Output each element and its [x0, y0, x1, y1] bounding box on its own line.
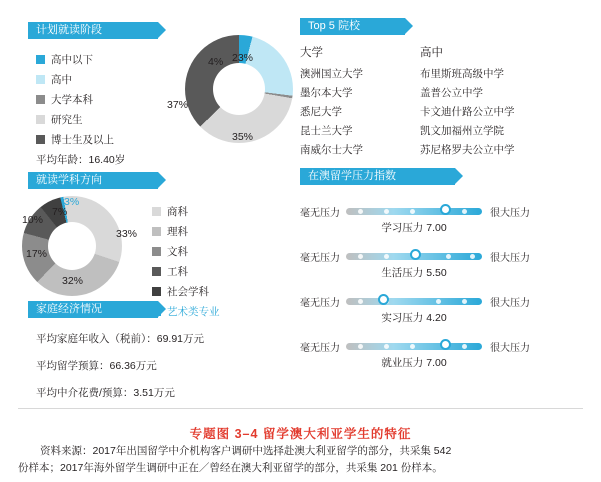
top5-table — [300, 42, 525, 159]
legend-swatch — [152, 287, 161, 296]
gauge-left-label: 毫无压力 — [300, 208, 340, 219]
table-row — [300, 140, 525, 159]
table-cell: 苏尼格罗夫公立中学 — [420, 144, 515, 156]
gauge-right-label: 很大压力 — [490, 343, 530, 354]
gauge-caption: 实习压力 4.20 — [381, 312, 447, 324]
gauge-left-label: 毫无压力 — [300, 253, 340, 264]
gauge-track[interactable] — [346, 343, 482, 350]
gauge-tick — [462, 344, 467, 349]
legend-item — [152, 284, 220, 299]
section-header-plan-stage — [28, 22, 158, 39]
family-income-line: 平均家庭年收入（税前）：69.91万元 — [36, 333, 205, 345]
legend-item — [36, 52, 114, 67]
section-header-family-label: 家庭经济情况 — [36, 303, 102, 315]
legend-label: 高中以下 — [51, 54, 93, 66]
legend-swatch — [152, 267, 161, 276]
gauge-knob[interactable] — [440, 339, 451, 350]
pie-label-10: 10% — [22, 214, 44, 226]
pie-label-33: 33% — [116, 228, 138, 240]
table-cell: 凯文加福州立学院 — [420, 125, 504, 137]
section-header-subject-label: 就读学科方向 — [36, 174, 102, 186]
legend-label: 文科 — [167, 246, 188, 258]
gauge-right-label: 很大压力 — [490, 208, 530, 219]
gauge-tick — [384, 209, 389, 214]
average-age: 平均年龄：16.40岁 — [36, 154, 126, 166]
section-header-plan-stage-label: 计划就读阶段 — [36, 24, 102, 36]
legend-swatch — [36, 135, 45, 144]
table-header-cell: 高中 — [420, 47, 443, 59]
gauge-tick — [358, 344, 363, 349]
gauge-left-label: 毫无压力 — [300, 298, 340, 309]
table-cell: 悉尼大学 — [300, 106, 342, 118]
legend-item — [152, 244, 220, 259]
gauge-tick — [410, 209, 415, 214]
source-line-2: 份样本；2017年海外留学生调研中正在／曾经在澳大利亚留学的部分，共采集 201 份样本。 — [18, 462, 443, 474]
table-row — [300, 64, 525, 83]
section-header-pressure — [300, 168, 455, 185]
gauge-caption: 生活压力 5.50 — [381, 267, 447, 279]
source-line-1: 资料来源：2017年出国留学中介机构客户调研中选择赴澳大利亚留学的部分，共采集 542 — [40, 445, 452, 457]
gauge-caption: 学习压力 7.00 — [381, 222, 447, 234]
table-header-row — [300, 42, 525, 64]
legend-label: 理科 — [167, 226, 188, 238]
section-header-subject — [28, 172, 158, 189]
table-row — [300, 121, 525, 140]
gauge-caption: 就业压力 7.00 — [381, 357, 447, 369]
table-cell: 昆士兰大学 — [300, 125, 353, 137]
legend-swatch — [36, 95, 45, 104]
table-header-cell: 大学 — [300, 47, 323, 59]
pie-label-35: 35% — [232, 131, 254, 143]
legend-label: 艺术类专业 — [167, 306, 220, 318]
legend-item — [152, 264, 220, 279]
divider — [18, 408, 583, 409]
table-cell: 盖普公立中学 — [420, 87, 483, 99]
gauge-tick — [358, 299, 363, 304]
gauge-track[interactable] — [346, 298, 482, 305]
table-cell: 墨尔本大学 — [300, 87, 353, 99]
plan-stage-legend — [36, 52, 114, 152]
pie-label-17: 17% — [26, 248, 48, 260]
legend-swatch — [36, 75, 45, 84]
legend-swatch — [152, 207, 161, 216]
pie-label-7: 7% — [52, 206, 68, 218]
legend-label: 高中 — [51, 74, 72, 86]
legend-item — [36, 132, 114, 147]
gauge-tick — [410, 344, 415, 349]
figure-title: 专题图 3–4 留学澳大利亚学生的特征 — [189, 427, 412, 441]
gauge-tick — [436, 299, 441, 304]
pie-label-23: 23% — [232, 52, 254, 64]
legend-swatch — [152, 227, 161, 236]
legend-label: 大学本科 — [51, 94, 93, 106]
legend-label: 博士生及以上 — [51, 134, 114, 146]
legend-label: 研究生 — [51, 114, 83, 126]
table-row — [300, 83, 525, 102]
table-row — [300, 102, 525, 121]
table-cell: 澳洲国立大学 — [300, 68, 363, 80]
pie-label-37: 37% — [167, 99, 189, 111]
gauge-tick — [384, 254, 389, 259]
gauge-tick — [470, 254, 475, 259]
family-budget-line: 平均留学预算：66.36万元 — [36, 360, 157, 372]
legend-item — [36, 112, 114, 127]
pie-label-3: 3% — [64, 196, 80, 208]
table-cell: 布里斯班高级中学 — [420, 68, 504, 80]
table-cell: 卡文迪什路公立中学 — [420, 106, 515, 118]
legend-item — [36, 92, 114, 107]
section-header-top5 — [300, 18, 405, 35]
section-header-family — [28, 301, 158, 318]
gauge-left-label: 毫无压力 — [300, 343, 340, 354]
table-cell: 南威尔士大学 — [300, 144, 363, 156]
legend-swatch — [36, 115, 45, 124]
pie-label-4: 4% — [208, 56, 224, 68]
gauge-tick — [358, 209, 363, 214]
gauge-knob[interactable] — [440, 204, 451, 215]
legend-swatch — [36, 55, 45, 64]
legend-label: 社会学科 — [167, 286, 209, 298]
legend-item — [152, 224, 220, 239]
gauge-track[interactable] — [346, 208, 482, 215]
gauge-tick — [462, 209, 467, 214]
gauge-tick — [446, 254, 451, 259]
family-agency-line: 平均中介花费/预算：3.51万元 — [36, 387, 175, 399]
legend-swatch — [152, 247, 161, 256]
legend-item — [152, 204, 220, 219]
gauge-knob[interactable] — [378, 294, 389, 305]
gauge-tick — [358, 254, 363, 259]
pie-label-32: 32% — [62, 275, 84, 287]
gauge-knob[interactable] — [410, 249, 421, 260]
gauge-tick — [462, 299, 467, 304]
gauge-tick — [384, 344, 389, 349]
gauge-right-label: 很大压力 — [490, 253, 530, 264]
gauge-right-label: 很大压力 — [490, 298, 530, 309]
legend-label: 商科 — [167, 206, 188, 218]
legend-item — [36, 72, 114, 87]
legend-label: 工科 — [167, 266, 188, 278]
section-header-top5-label: Top 5 院校 — [308, 20, 360, 32]
section-header-pressure-label: 在澳留学压力指数 — [308, 170, 396, 182]
